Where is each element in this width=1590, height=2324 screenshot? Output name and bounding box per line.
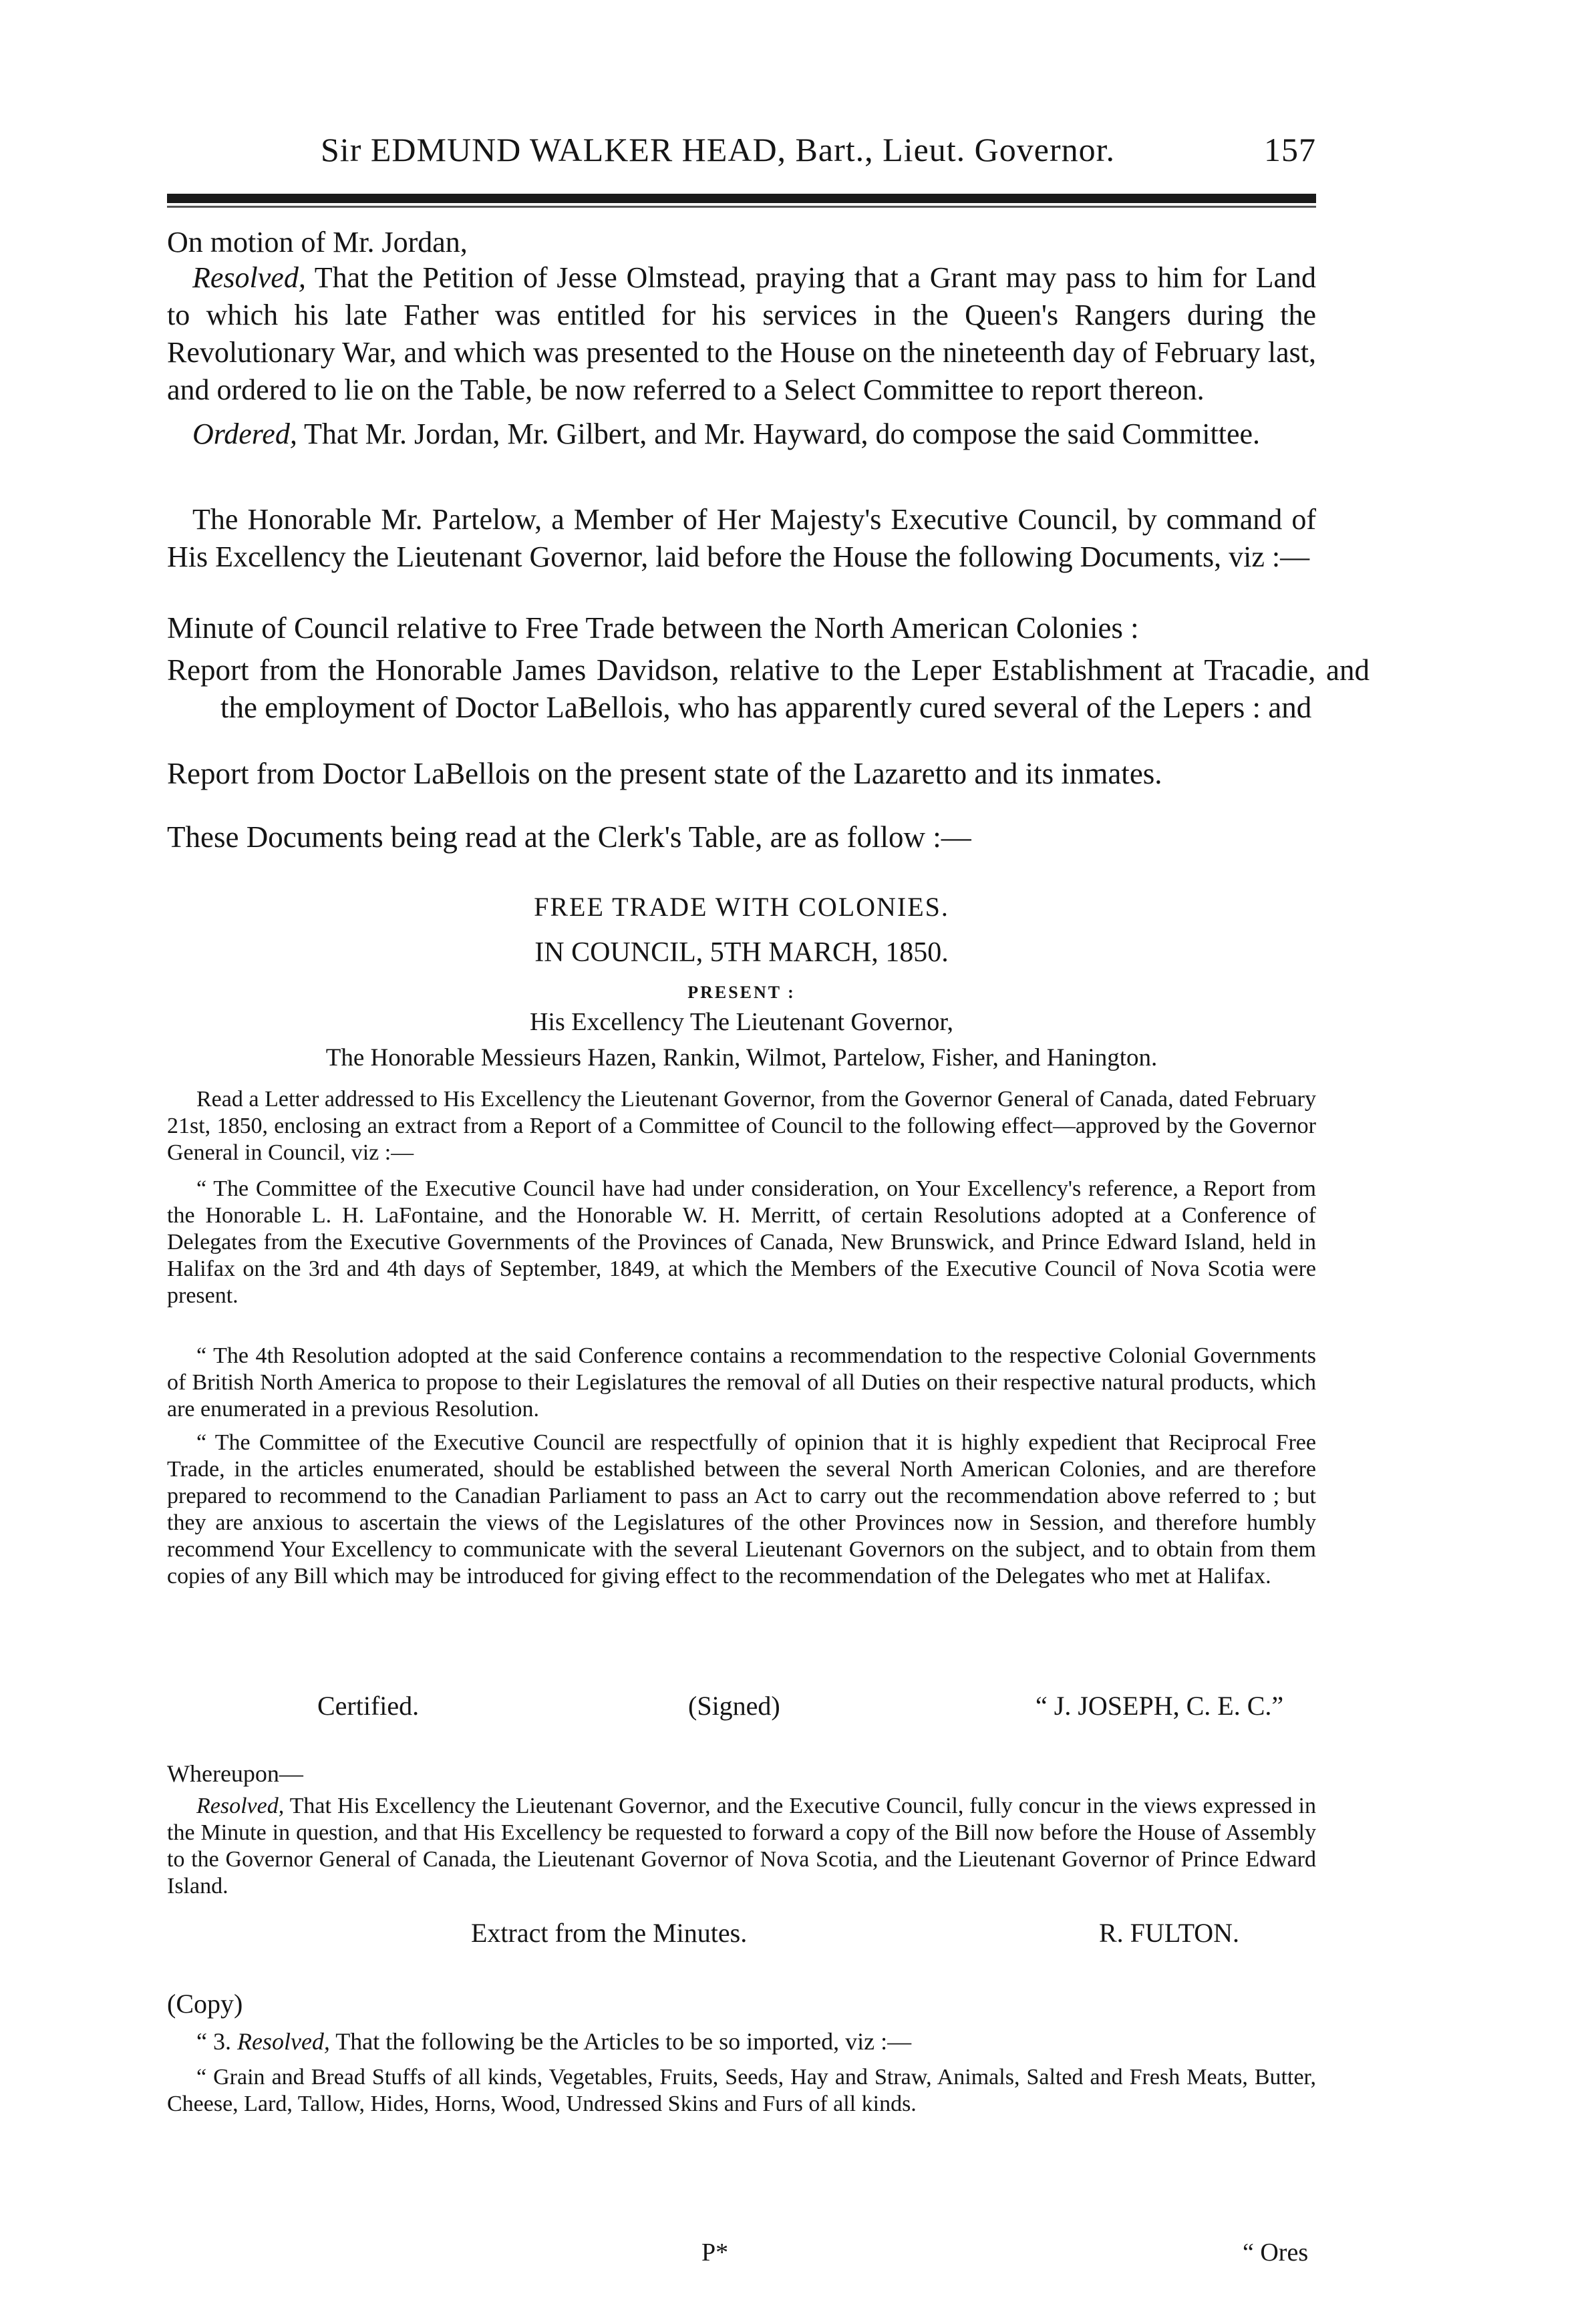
quote-paragraph-3: “ The Committee of the Executive Council are respectfully of opinion that it is highly expedient that Reciprocal Free Trade, in the articles enumerated, should be established between the several North American Colonies, and are therefore prepared to recommend to the Canadian Parliament to pass an Act to carry out the recommendation above referred to ; but they are anxious to ascertain the views of the Legislatures of the other Provinces now in Session, and therefore humbly recommend Your Excellency to communicate with the several Lieutenant Governors on the subject, and to obtain from them copies of any Bill which may be introduced for giving effect to the recommendation of the Delegates who met at Halifax.: [167, 1430, 1316, 1589]
page-number: 157: [1264, 131, 1316, 168]
present-governor: His Excellency The Lieutenant Governor,: [529, 1008, 954, 1036]
header-rule: [167, 194, 1316, 203]
document-item-2: Report from the Honorable James Davidson, relative to the Leper Establishment at Tracadie, and the employment of Doctor LaBellois, who has apparently cured several of the Lepers : and: [167, 653, 1370, 724]
header-title: Sir EDMUND WALKER HEAD, Bart., Lieut. Governor.: [321, 131, 1115, 168]
ordered-text: That Mr. Jordan, Mr. Gilbert, and Mr. Hayward, do compose the said Committee.: [304, 418, 1261, 450]
council-resolved-paragraph: [167, 1793, 1316, 1900]
extract-signer: R. FULTON.: [1099, 1918, 1240, 1948]
partelow-paragraph: The Honorable Mr. Partelow, a Member of Her Majesty's Executive Council, by command of His Excellency the Lieutenant Governor, laid before the House the following Documents, viz :—: [167, 503, 1316, 573]
signature-mark: P*: [701, 2238, 729, 2267]
ordered-label: Ordered,: [192, 418, 297, 450]
motion-line: On motion of Mr. Jordan,: [167, 226, 468, 259]
certified-label: Certified.: [317, 1691, 420, 1721]
quote-paragraph-2: “ The 4th Resolution adopted at the said Conference contains a recommendation to the respective Colonial Governments of British North America to propose to their Legislatures the removal of all Duties on their respective natural products, which are enumerated in a previous Resolution.: [167, 1343, 1316, 1422]
council-heading: FREE TRADE WITH COLONIES.: [534, 892, 949, 922]
running-header: [167, 130, 1316, 190]
whereupon-line: Whereupon—: [167, 1760, 303, 1787]
header-rule-thin: [167, 206, 1316, 208]
quote-paragraph-1: “ The Committee of the Executive Council have had under consideration, on Your Excellency's reference, a Report from the Honorable L. H. LaFontaine, and the Honorable W. H. Merritt, of certain Resolutions adopted at a Conference of Delegates from the Executive Governments of the Provinces of Canada, New Brunswick, and Prince Edward Island, held in Halifax on the 3rd and 4th days of September, 1849, at which the Members of the Executive Council of Nova Scotia were present.: [167, 1176, 1316, 1308]
council-date: IN COUNCIL, 5TH MARCH, 1850.: [534, 937, 949, 968]
ordered-paragraph: [167, 416, 1316, 453]
copy-resolved-text: That the following be the Articles to be so imported, viz :—: [335, 2028, 912, 2055]
present-council-members: The Honorable Messieurs Hazen, Rankin, Wilmot, Partelow, Fisher, and Hanington.: [325, 1044, 1158, 1071]
copy-resolved-line: “ 3. Resolved, That the following be the Articles to be so imported, viz :—: [196, 2028, 912, 2055]
council-resolved-label: Resolved,: [196, 1794, 285, 1818]
signer-name: “ J. JOSEPH, C. E. C.”: [1036, 1691, 1284, 1721]
catchword: “ Ores: [1243, 2238, 1309, 2267]
articles-paragraph: “ Grain and Bread Stuffs of all kinds, Vegetables, Fruits, Seeds, Hay and Straw, Animals, Salted and Fresh Meats, Butter, Cheese, Lard, Tallow, Hides, Horns, Wood, Undressed Skins and Furs of all kinds.: [167, 2065, 1316, 2116]
documents-read-line: These Documents being read at the Clerk's Table, are as follow :—: [167, 820, 971, 854]
document-item-3: Report from Doctor LaBellois on the present state of the Lazaretto and its inmates.: [167, 757, 1162, 790]
resolved-label: Resolved,: [192, 261, 306, 294]
letter-paragraph: Read a Letter addressed to His Excellency the Lieutenant Governor, from the Governor General of Canada, dated February 21st, 1850, enclosing an extract from a Report of a Committee of Council to the following effect—approved by the Governor General in Council, viz :—: [167, 1087, 1316, 1165]
copy-resolved-label: Resolved,: [236, 2028, 330, 2055]
resolved-paragraph: [167, 259, 1316, 409]
signed-label: (Signed): [688, 1691, 780, 1721]
extract-label: Extract from the Minutes.: [471, 1918, 748, 1948]
present-label: PRESENT :: [687, 983, 796, 1002]
document-item-1: Minute of Council relative to Free Trade between the North American Colonies :: [167, 611, 1139, 645]
council-resolved-text: That His Excellency the Lieutenant Governor, and the Executive Council, fully concur in the views expressed in the Minute in question, and that His Excellency be requested to forward a copy of the Bill now before the House of Assembly to the Governor General of Canada, the Lieutenant Governor of Nova Scotia, and the Lieutenant Governor of Prince Edward Island.: [167, 1794, 1316, 1898]
copy-label: (Copy): [167, 1989, 243, 2019]
resolved-text: That the Petition of Jesse Olmstead, praying that a Grant may pass to him for Land to which his late Father was entitled for his services in the Queen's Rangers during the Revolutionary War, and which was presented to the House on the nineteenth day of February last, and ordered to lie on the Table, be now referred to a Select Committee to report thereon.: [167, 261, 1316, 406]
